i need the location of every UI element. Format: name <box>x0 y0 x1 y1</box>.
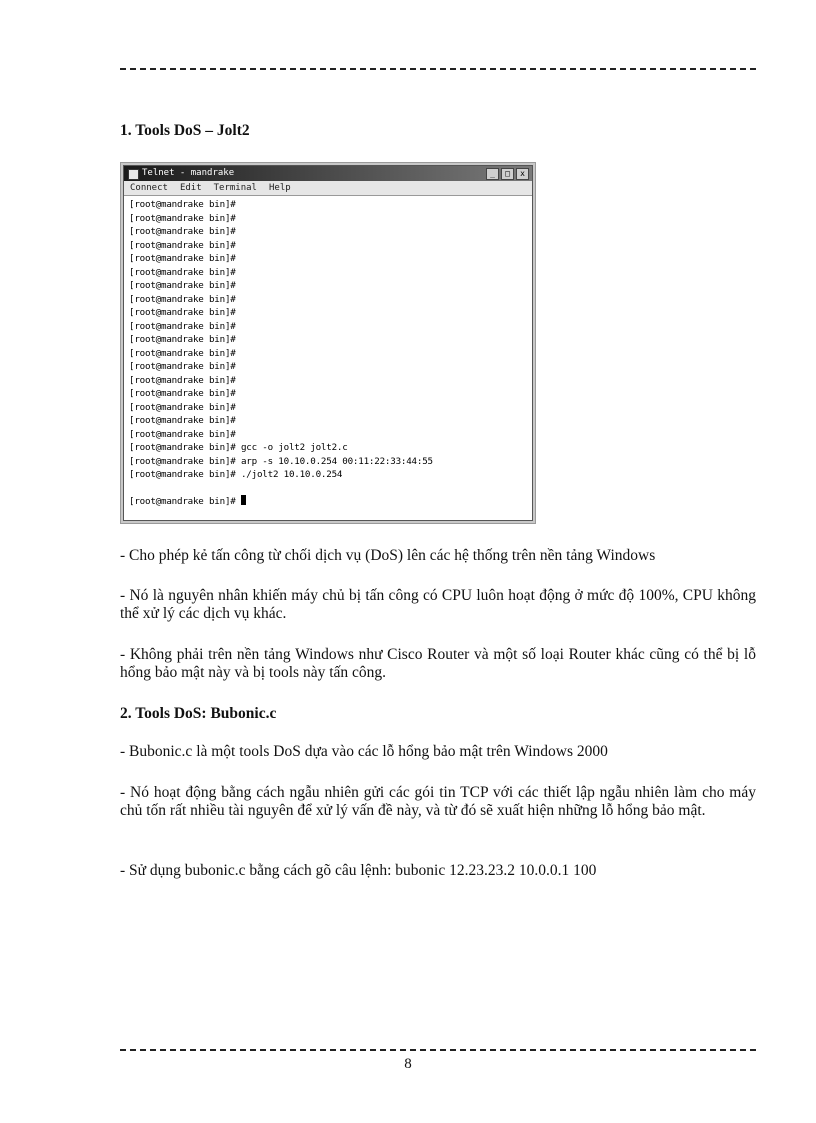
section-1-paragraph-3: - Không phải trên nền tảng Windows như Cisco Router và một số loại Router khác cũng có thể bị lỗ hổng bảo mật này và bị tools này tấn công. <box>120 646 756 681</box>
footer-dashed-rule <box>120 1049 756 1051</box>
close-button[interactable]: x <box>516 168 529 180</box>
telnet-window <box>123 165 533 521</box>
terminal-line: [root@mandrake bin]# <box>129 199 236 210</box>
maximize-button[interactable]: □ <box>501 168 514 180</box>
terminal-cursor <box>241 495 246 505</box>
terminal-line: [root@mandrake bin]# <box>129 253 236 264</box>
terminal-line: [root@mandrake bin]# <box>129 415 236 426</box>
terminal-line: [root@mandrake bin]# <box>129 212 236 224</box>
section-2-paragraph-3: - Sử dụng bubonic.c bằng cách gõ câu lệnh: bubonic 12.23.23.2 10.0.0.1 100 <box>120 862 597 879</box>
terminal-line: [root@mandrake bin]# <box>129 428 236 440</box>
terminal-line: [root@mandrake bin]# <box>129 320 236 332</box>
terminal-line: [root@mandrake bin]# gcc -o jolt2 jolt2.c <box>129 442 348 453</box>
terminal-line: [root@mandrake bin]# ./jolt2 10.10.0.254 <box>129 469 343 480</box>
terminal-line: [root@mandrake bin]# <box>129 280 236 291</box>
terminal-blank-line <box>129 482 527 496</box>
terminal-line: [root@mandrake bin]# <box>129 266 236 278</box>
header-dashed-rule <box>120 68 756 70</box>
window-titlebar <box>124 166 532 181</box>
terminal-output[interactable] <box>124 196 532 511</box>
terminal-line: [root@mandrake bin]# <box>129 334 236 345</box>
terminal-line: [root@mandrake bin]# <box>129 239 236 251</box>
terminal-line: [root@mandrake bin]# <box>129 226 236 237</box>
section-1-heading: 1. Tools DoS – Jolt2 <box>120 122 250 139</box>
terminal-line: [root@mandrake bin]# <box>129 361 236 372</box>
section-1-paragraph-1: - Cho phép kẻ tấn công từ chối dịch vụ (DoS) lên các hệ thống trên nền tảng Windows <box>120 547 656 564</box>
terminal-prompt-line <box>129 495 527 509</box>
menu-edit[interactable]: Edit <box>179 183 202 193</box>
terminal-prompt: [root@mandrake bin]# <box>129 496 241 507</box>
terminal-line: [root@mandrake bin]# <box>129 307 236 318</box>
terminal-line: [root@mandrake bin]# <box>129 401 236 413</box>
terminal-line: [root@mandrake bin]# arp -s 10.10.0.254 00:11:22:33:44:55 <box>129 455 433 467</box>
minimize-button[interactable]: _ <box>486 168 499 180</box>
window-menubar <box>124 181 532 196</box>
terminal-line: [root@mandrake bin]# <box>129 374 236 386</box>
section-2-paragraph-2: - Nó hoạt động bằng cách ngẫu nhiên gửi các gói tin TCP với các thiết lập ngẫu nhiên làm cho máy chủ tốn rất nhiều tài nguyên để xử lý vấn đề này, và từ đó sẽ xuất hiện những lỗ hổng bảo mật. <box>120 784 756 819</box>
page-number: 8 <box>404 1056 412 1072</box>
section-2-heading: 2. Tools DoS: Bubonic.c <box>120 705 277 722</box>
terminal-line: [root@mandrake bin]# <box>129 388 236 399</box>
section-2-paragraph-1: - Bubonic.c là một tools DoS dựa vào các lỗ hổng bảo mật trên Windows 2000 <box>120 743 608 760</box>
menu-terminal[interactable]: Terminal <box>213 183 257 193</box>
section-1-paragraph-2: - Nó là nguyên nhân khiến máy chủ bị tấn công có CPU luôn hoạt động ở mức độ 100%, CPU không thể xử lý các dịch vụ khác. <box>120 587 756 622</box>
terminal-line: [root@mandrake bin]# <box>129 347 236 359</box>
menu-help[interactable]: Help <box>268 183 291 193</box>
window-title: Telnet - mandrake <box>142 168 235 178</box>
telnet-screenshot-figure <box>120 162 536 524</box>
terminal-line: [root@mandrake bin]# <box>129 293 236 305</box>
menu-connect[interactable]: Connect <box>130 183 168 193</box>
terminal-app-icon <box>128 169 139 180</box>
